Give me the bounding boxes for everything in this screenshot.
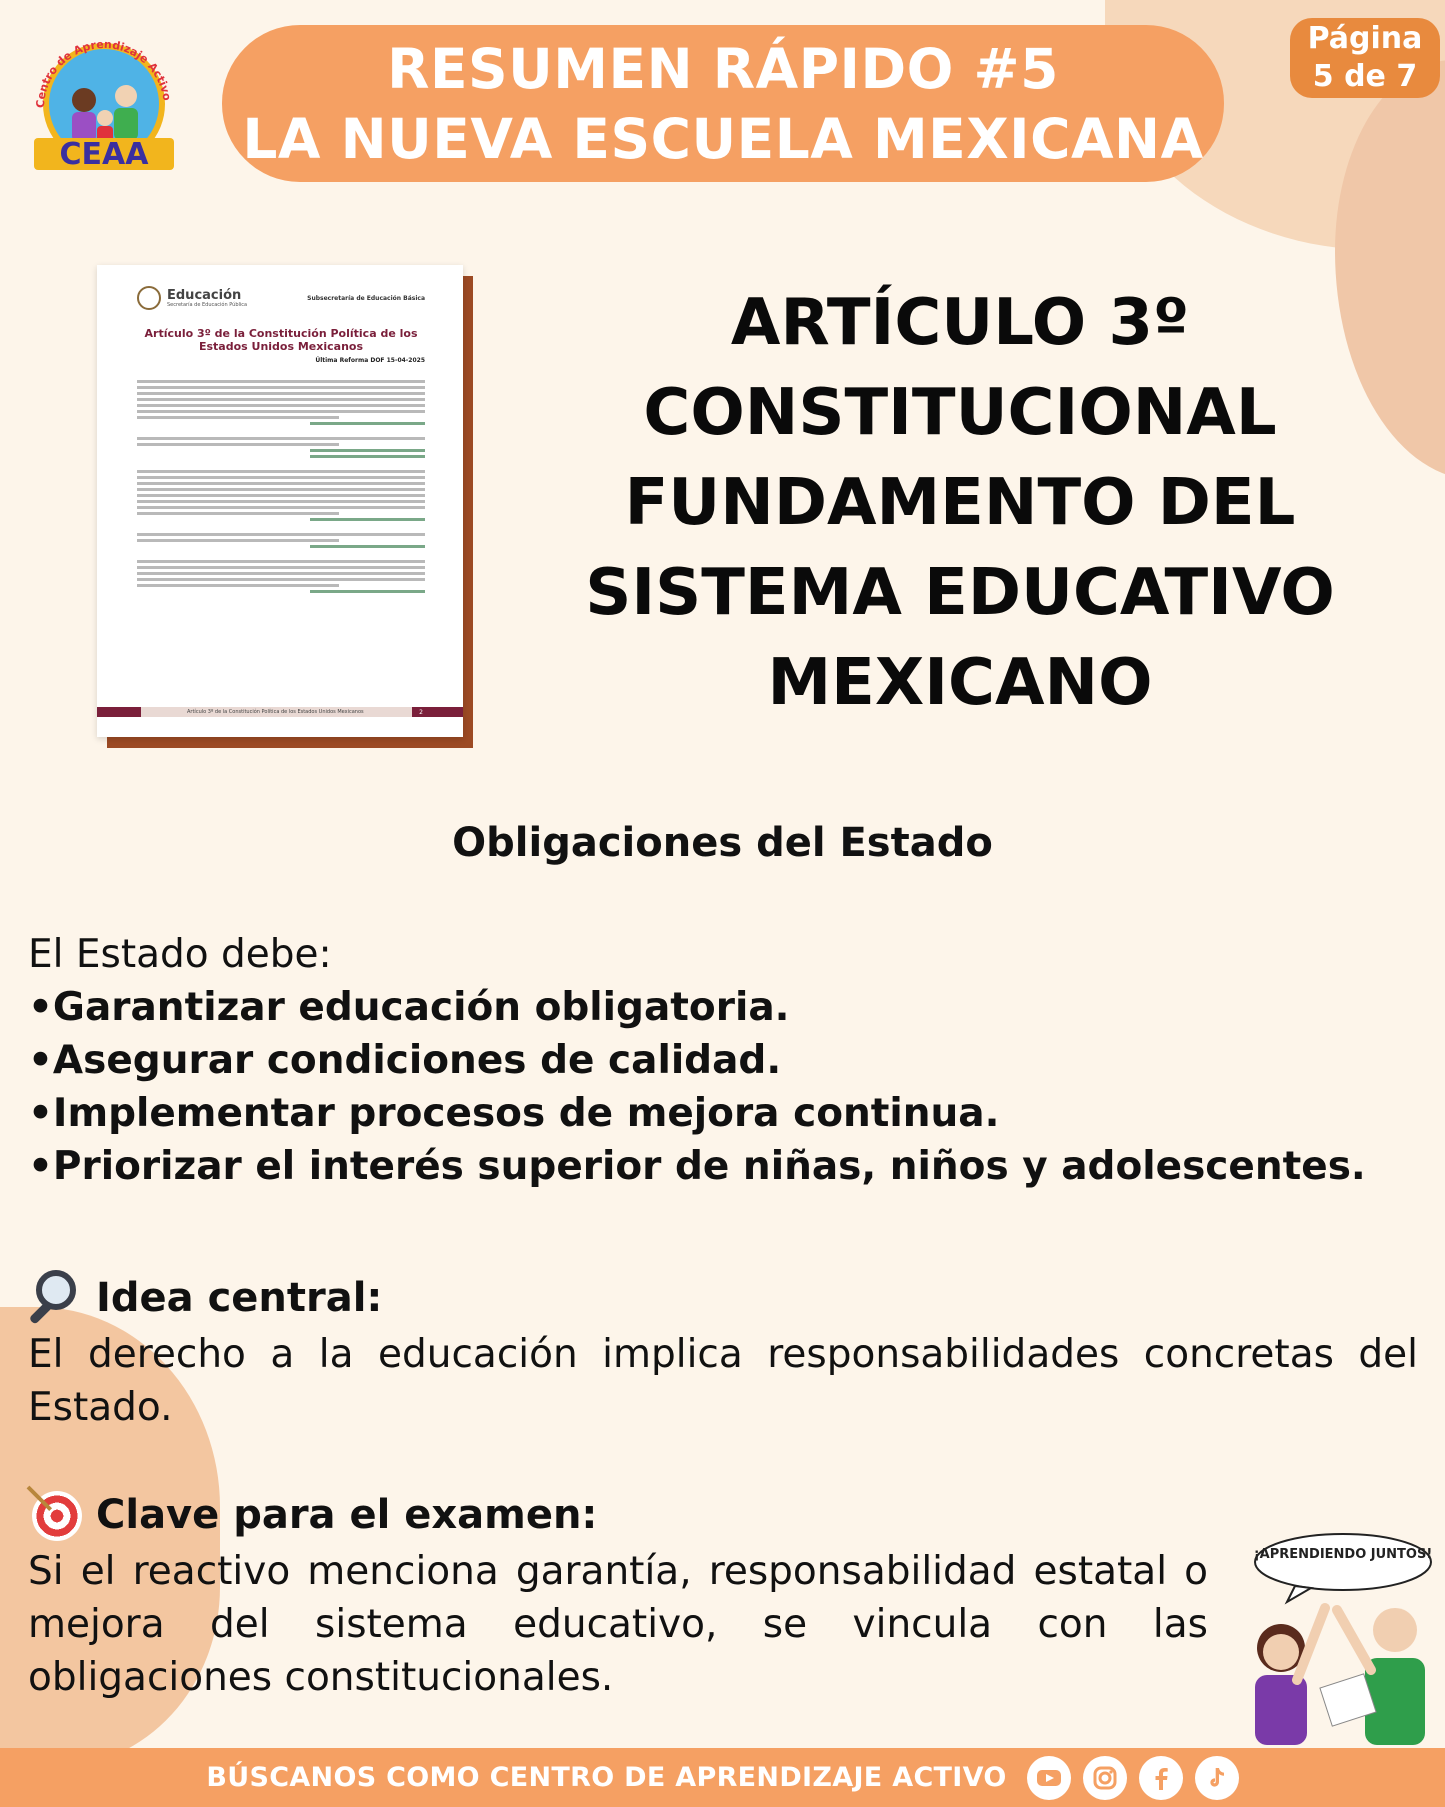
logo-arc-text: Centro de Aprendizaje Activo [33,37,174,109]
speech-text: ¡APRENDIENDO JUNTOS! [1253,1547,1433,1562]
doc-footer-text: Artículo 3º de la Constitución Política de los Estados Unidos Mexicanos [187,709,364,715]
logo-text: CEAA [59,137,149,172]
doc-footer [97,705,463,719]
seal-icon [137,286,161,310]
instagram-icon[interactable] [1083,1756,1127,1800]
section-intro: El Estado debe: [28,932,332,977]
facebook-icon[interactable] [1139,1756,1183,1800]
article-title-line-4: SISTEMA EDUCATIVO [585,556,1335,630]
obligations-list [28,981,1418,1193]
article-title-line-3: FUNDAMENTO DEL [624,466,1296,540]
section-subtitle: Obligaciones del Estado [452,820,993,866]
doc-brand-sub: Secretaría de Educación Pública [167,301,248,308]
tiktok-icon[interactable] [1195,1756,1239,1800]
target-icon [28,1485,88,1545]
clave-heading: Clave para el examen: [96,1492,598,1538]
article-title-line-2: CONSTITUCIONAL [643,376,1277,450]
doc-reform: Última Reforma DOF 15-04-2025 [315,357,425,364]
clave-examen-block [28,1485,1208,1704]
doc-page-number: 2 [419,708,423,716]
list-item: •Garantizar educación obligatoria. [28,985,790,1030]
document-thumbnail [97,265,463,737]
magnifier-icon [28,1268,88,1328]
list-item: •Priorizar el interés superior de niñas, niños y adolescentes. [28,1144,1366,1189]
doc-title: Artículo 3º de la Constitución Política de los Estados Unidos Mexicanos [144,327,418,353]
header-line-1: RESUMEN RÁPIDO #5 [387,36,1059,101]
list-item: •Implementar procesos de mejora continua. [28,1091,1000,1136]
idea-text: El derecho a la educación implica responsabilidades concretas del Estado. [28,1332,1418,1430]
footer-text: BÚSCANOS COMO CENTRO DE APRENDIZAJE ACTIVO [206,1762,1007,1793]
article-title-line-1: ARTÍCULO 3º [730,286,1190,360]
doc-brand: Educación [167,287,242,303]
header-line-2: LA NUEVA ESCUELA MEXICANA [242,106,1204,171]
page-badge [1290,18,1440,98]
page-badge-label: Página [1307,21,1423,56]
page-badge-value: 5 de 7 [1312,59,1418,94]
article-title-line-5: MEXICANO [767,646,1153,720]
idea-heading: Idea central: [96,1275,383,1321]
footer-bar [0,1748,1445,1807]
ceaa-logo [28,34,180,176]
list-item: •Asegurar condiciones de calidad. [28,1038,782,1083]
header-title-banner [222,25,1224,182]
youtube-icon[interactable] [1027,1756,1071,1800]
article-title [510,278,1410,728]
idea-central-block [28,1268,1418,1434]
mascots-illustration [1225,1530,1435,1745]
clave-text: Si el reactivo menciona garantía, responsabilidad estatal o mejora del sistema educativo, se vincula con las obligaciones constitucionales. [28,1549,1208,1700]
doc-subsecretaria: Subsecretaría de Educación Básica [307,294,425,302]
doc-body-lines [137,380,425,593]
